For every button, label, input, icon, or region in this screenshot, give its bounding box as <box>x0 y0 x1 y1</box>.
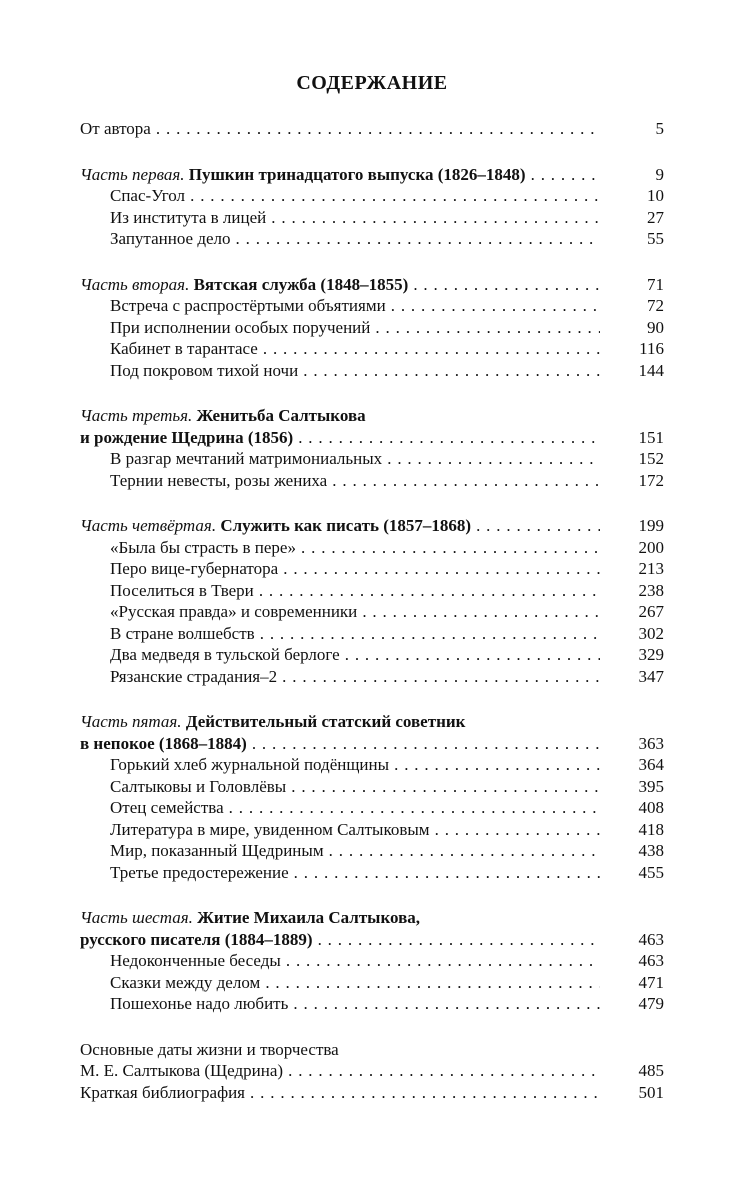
toc-chapter[interactable] <box>80 840 664 862</box>
part-title: Вятская служба (1848–1855) <box>193 274 409 294</box>
toc-entry-label: При исполнении особых поручений <box>110 317 371 337</box>
toc-entry-label: Поселиться в Твери <box>110 580 254 600</box>
toc-page-number: 463 <box>638 929 664 949</box>
toc-page-number: 213 <box>638 559 664 578</box>
part-title: Женитьба Салтыкова <box>196 406 366 425</box>
toc-part-2[interactable] <box>80 274 664 296</box>
toc-part-5-heading <box>80 711 664 733</box>
toc-page-number: 199 <box>638 516 664 535</box>
part-title: Служить как писать (1857–1868) <box>220 516 472 535</box>
toc-entry-label: От автора <box>80 119 151 138</box>
toc-page-number: 10 <box>647 186 664 205</box>
toc-page-number: 302 <box>638 623 664 643</box>
toc-part-6[interactable] <box>80 929 664 951</box>
toc-entry-label: Рязанские страдания–2 <box>110 666 278 686</box>
toc-page-number: 116 <box>639 339 664 358</box>
toc-entry-label-continued: М. Е. Салтыкова (Щедрина) <box>80 1061 284 1080</box>
toc-entry-label: Запутанное дело <box>110 229 231 248</box>
toc-chapter[interactable] <box>80 448 664 470</box>
toc-entry-label: В разгар мечтаний матримониальных <box>110 449 383 468</box>
toc-page-number: 418 <box>638 819 664 839</box>
toc-entry-dates[interactable] <box>80 1060 664 1082</box>
toc-chapter[interactable] <box>80 537 664 559</box>
toc-page-number: 238 <box>638 580 664 600</box>
toc-chapter[interactable] <box>80 470 664 492</box>
toc-page-number: 501 <box>638 1082 664 1102</box>
toc-chapter[interactable] <box>80 862 664 884</box>
toc-page-number: 329 <box>638 645 664 664</box>
toc-entry-bibliography[interactable] <box>80 1082 664 1104</box>
toc-page-number: 144 <box>638 360 664 380</box>
toc-part-6-heading <box>80 907 664 929</box>
toc-entry-label: «Была бы страсть в пере» <box>110 537 296 557</box>
part-title: Житие Михаила Салтыкова, <box>197 908 421 927</box>
toc-entry-label: Горький хлеб журнальной подёнщины <box>110 755 390 774</box>
toc-entry-intro[interactable] <box>80 118 664 140</box>
toc-entry-label: «Русская правда» и современники <box>110 602 358 621</box>
toc-page-number: 363 <box>638 733 664 753</box>
part-label: Часть шестая. <box>80 908 193 927</box>
toc-chapter[interactable] <box>80 228 664 250</box>
toc-page-number: 455 <box>638 862 664 882</box>
toc-entry-label: Отец семейства <box>110 798 224 817</box>
toc-part-4[interactable] <box>80 515 664 537</box>
toc-page-number: 479 <box>638 994 664 1013</box>
toc-chapter[interactable] <box>80 317 664 339</box>
toc-chapter[interactable] <box>80 754 664 776</box>
toc-page-number: 200 <box>638 537 664 557</box>
toc-entry-label: Пошехонье надо любить <box>110 994 289 1013</box>
part-title-continued: русского писателя (1884–1889) <box>80 929 313 949</box>
toc-chapter[interactable] <box>80 580 664 602</box>
part-label: Часть вторая. <box>80 274 190 294</box>
toc-chapter[interactable] <box>80 623 664 645</box>
toc-entry-label: Кабинет в тарантасе <box>110 339 258 358</box>
toc-page-number: 347 <box>638 666 664 686</box>
toc-chapter[interactable] <box>80 601 664 623</box>
part-label: Часть четвёртая. <box>80 516 217 535</box>
part-label: Часть пятая. <box>80 712 182 731</box>
toc-page-number: 463 <box>638 951 664 970</box>
toc-chapter[interactable] <box>80 993 664 1015</box>
toc-page-number: 27 <box>647 207 664 227</box>
toc-entry-label: Основные даты жизни и творчества <box>80 1039 339 1059</box>
toc-chapter[interactable] <box>80 797 664 819</box>
toc-chapter[interactable] <box>80 338 664 360</box>
toc-entry-label: Спас-Угол <box>110 186 186 205</box>
toc-chapter[interactable] <box>80 360 664 382</box>
toc-page-number: 151 <box>638 427 664 447</box>
contents-page <box>80 0 664 1181</box>
toc-part-1[interactable] <box>80 164 664 186</box>
toc-entry-label: Третье предостережение <box>110 862 289 882</box>
toc-part-5[interactable] <box>80 733 664 755</box>
table-of-contents <box>80 118 664 1103</box>
toc-chapter[interactable] <box>80 295 664 317</box>
toc-chapter[interactable] <box>80 776 664 798</box>
toc-page-number: 364 <box>638 755 664 774</box>
toc-chapter[interactable] <box>80 666 664 688</box>
toc-page-number: 485 <box>638 1061 664 1080</box>
toc-page-number: 408 <box>638 798 664 817</box>
toc-entry-label: Два медведя в тульской берлоге <box>110 645 340 664</box>
part-label: Часть третья. <box>80 406 193 425</box>
toc-chapter[interactable] <box>80 950 664 972</box>
toc-entry-label: Встреча с распростёртыми объятиями <box>110 296 386 315</box>
toc-entry-label: Сказки между делом <box>110 972 261 992</box>
toc-page-number: 71 <box>647 274 664 294</box>
toc-page-number: 471 <box>638 972 664 992</box>
toc-entry-label: Тернии невесты, розы жениха <box>110 470 328 490</box>
toc-page-number: 9 <box>655 164 664 184</box>
page-title: СОДЕРЖАНИЕ <box>296 72 448 94</box>
toc-chapter[interactable] <box>80 644 664 666</box>
toc-entry-label: Из института в лицей <box>110 207 267 227</box>
toc-page-number: 55 <box>647 229 664 248</box>
toc-chapter[interactable] <box>80 558 664 580</box>
toc-chapter[interactable] <box>80 207 664 229</box>
toc-page-number: 90 <box>647 317 664 337</box>
toc-page-number: 5 <box>655 119 664 138</box>
toc-page-number: 267 <box>638 602 664 621</box>
toc-chapter[interactable] <box>80 185 664 207</box>
part-title: Действительный статский советник <box>185 712 466 731</box>
toc-page-number: 395 <box>638 776 664 796</box>
toc-entry-label: Литература в мире, увиденном Салтыковым <box>110 819 430 839</box>
toc-entry-label: Недоконченные беседы <box>110 951 281 970</box>
part-title: Пушкин тринадцатого выпуска (1826–1848) <box>188 164 526 184</box>
toc-page-number: 438 <box>638 841 664 860</box>
toc-entry-label: Мир, показанный Щедриным <box>110 841 324 860</box>
toc-chapter[interactable] <box>80 819 664 841</box>
toc-entry-label: Под покровом тихой ночи <box>110 360 299 380</box>
toc-chapter[interactable] <box>80 972 664 994</box>
toc-entry-label: Краткая библиография <box>80 1082 245 1102</box>
toc-page-number: 72 <box>647 296 664 315</box>
toc-dates-heading <box>80 1039 664 1061</box>
part-label: Часть первая. <box>80 164 185 184</box>
toc-entry-label: В стране волшебств <box>110 623 255 643</box>
toc-part-3[interactable] <box>80 427 664 449</box>
toc-page-number: 172 <box>638 470 664 490</box>
part-title-continued: в непокое (1868–1884) <box>80 733 247 753</box>
toc-page-number: 152 <box>638 449 664 468</box>
toc-part-3-heading <box>80 405 664 427</box>
part-title-continued: и рождение Щедрина (1856) <box>80 427 294 447</box>
toc-entry-label: Перо вице-губернатора <box>110 559 279 578</box>
toc-entry-label: Салтыковы и Головлёвы <box>110 776 287 796</box>
